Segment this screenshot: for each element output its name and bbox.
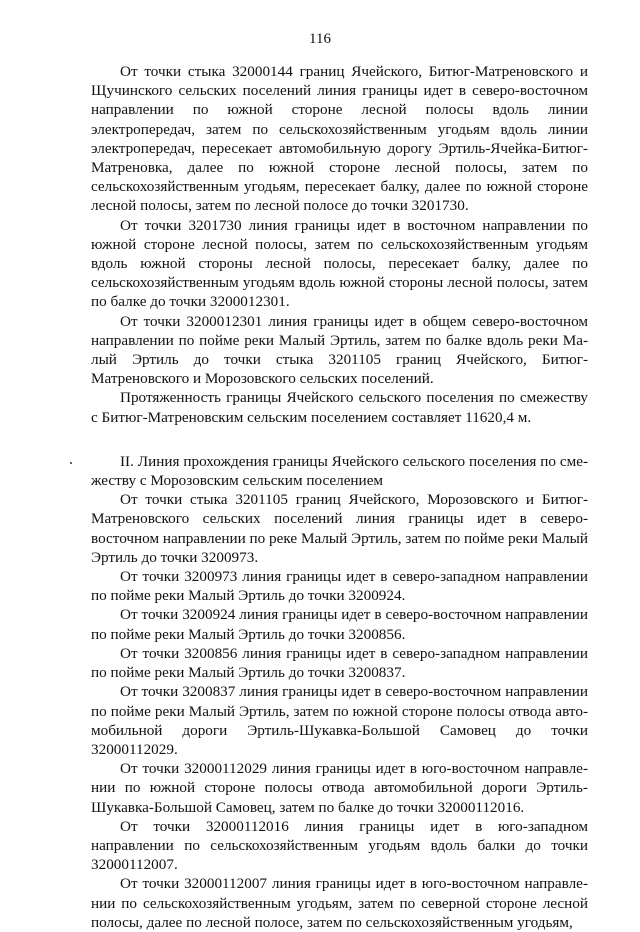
paragraph: От точки 32000112016 линия границы идет в юго-западном направлении по сельскохозяйственным угодьям вдоль балки до точки 32000112007.: [91, 817, 588, 874]
paragraph: От точки 3200973 линия границы идет в северо-западном направлении по пойме реки Малый Эртиль до точки 3200924.: [91, 568, 588, 605]
paragraph: От точки 3200837 линия границы идет в северо-восточном направлении по пойме реки Малый Эртиль, затем по южной стороне полосы отвода автомобильной дороги Эртиль-Шукавка-Большой Самовец до точки 32000112029.: [91, 683, 588, 758]
section-heading: II. Линия прохождения границы Ячейского сельского поселения по смежеству с Морозовским сельским поселением: [91, 452, 588, 490]
paragraph: От точки 32000112007 линия границы идет в юго-восточном направлении по сельскохозяйственным угодьям, затем по северной стороне лесной полосы, далее по лесной полосе, затем по сельскохозяйственным угодьям,: [91, 875, 588, 931]
paragraph: Протяженность границы Ячейского сельского поселения по смежеству с Битюг-Матреновским сельским поселением составляет 11620,4 м.: [91, 389, 588, 426]
section-gap: [91, 427, 588, 452]
document-body: [91, 62, 588, 932]
stray-mark: [70, 462, 72, 464]
paragraph: От точки стыка 3201105 границ Ячейского, Морозовского и Битюг-Матреновского сельских поселений линия границы идет в северо-восточном направлении по реке Малый Эртиль, затем по пойме реки Малый Эртиль до точки 3200973.: [91, 491, 588, 566]
paragraph: От точки 3201730 линия границы идет в восточном направлении по южной стороне лесной полосы, затем по сельскохозяйственным угодьям вдоль южной стороны лесной полосы, пересекает балку, далее по сельскохозяйственным угодьям вдоль южной стороны лесной полосы, затем по балке до точки 3200012301.: [91, 216, 588, 311]
page-number: 116: [309, 31, 331, 47]
paragraph: От точки 3200924 линия границы идет в северо-восточном направлении по пойме реки Малый Эртиль до точки 3200856.: [91, 606, 588, 643]
paragraph: От точки 32000112029 линия границы идет в юго-восточном направлении по южной стороне полосы отвода автомобильной дороги Эртиль-Шукавка-Большой Самовец, затем по балке до точки 32000112016.: [91, 760, 588, 816]
paragraph: От точки стыка 32000144 границ Ячейского, Битюг-Матреновского и Щучинского сельских поселений линия границы идет в северо-восточном направлении по южной стороне лесной полосы вдоль линии электропередач, затем по сельскохозяйственным угодьям вдоль линии электропередач, пересекает автомобильную дорогу Эртиль-Ячейка-Битюг-Матреновка, далее по южной стороне лесной полосы, затем по сельскохозяйственным угодьям, пересекает балку, далее по южной стороне лесной полосы, затем по лесной полосе до точки 3201730.: [91, 63, 588, 215]
paragraph: От точки 3200856 линия границы идет в северо-западном направлении по пойме реки Малый Эртиль до точки 3200837.: [91, 644, 588, 682]
paragraph: От точки 3200012301 линия границы идет в общем северо-восточном направлении по пойме реки Малый Эртиль, затем по балке вдоль реки Малый Эртиль до точки стыка 3201105 границ Ячейского, Битюг-Матреновского и Морозовского сельских поселений.: [91, 312, 588, 388]
